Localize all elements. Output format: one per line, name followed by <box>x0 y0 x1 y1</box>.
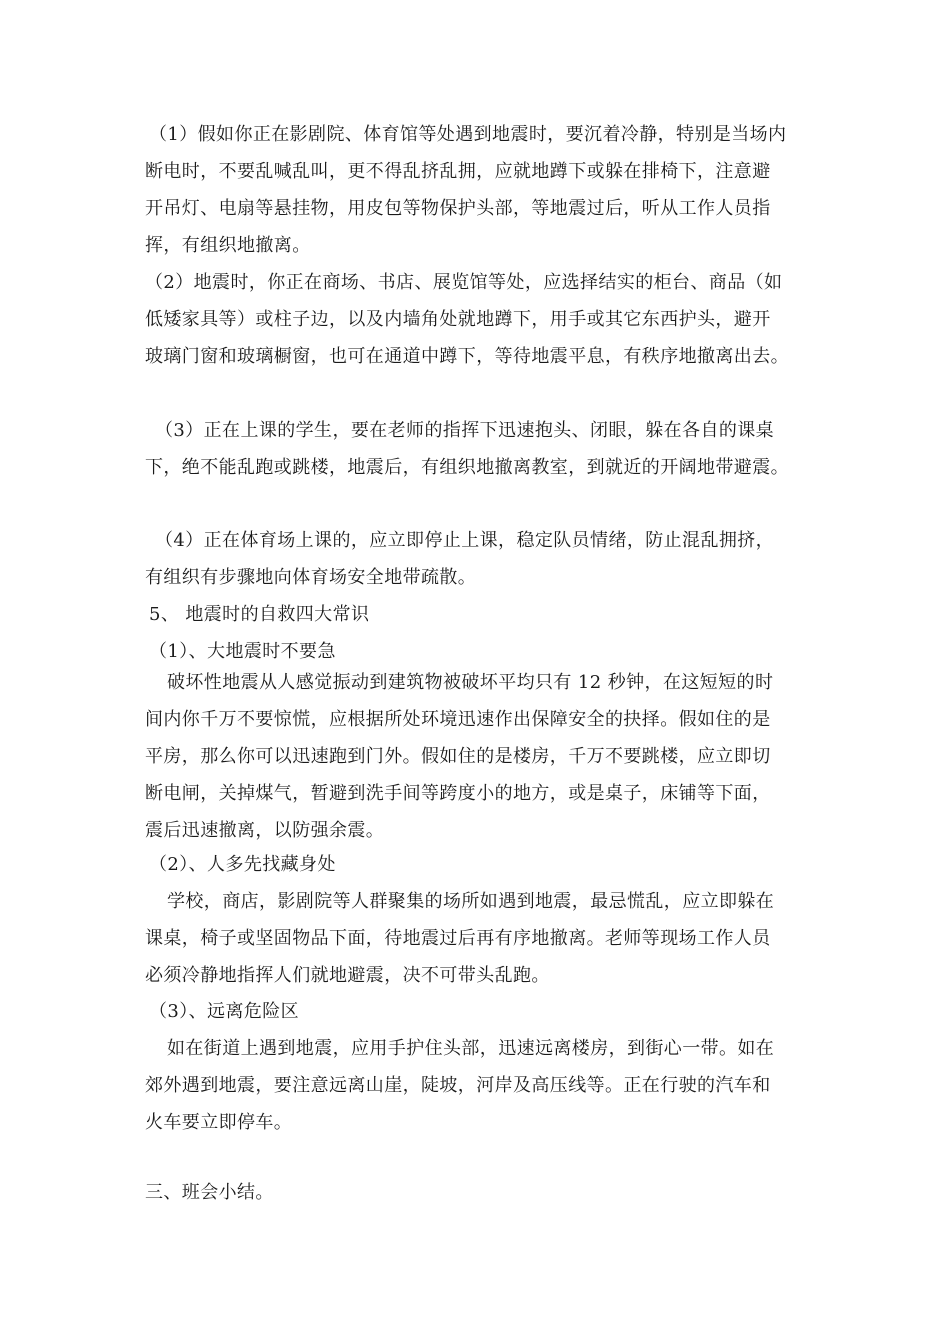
subsection-1-body <box>145 664 815 849</box>
text-line: 破坏性地震从人感觉振动到建筑物被破坏平均只有 12 秒钟，在这短短的时 <box>167 672 774 693</box>
subsection-3 <box>145 993 815 1141</box>
paragraph-3 <box>145 412 815 486</box>
subheading-3: （3）、远离危险区 <box>149 1001 300 1022</box>
text-line: 必须冷静地指挥人们就地避震，决不可带头乱跑。 <box>145 965 550 986</box>
text-line: 断电闸，关掉煤气，暂避到洗手间等跨度小的地方，或是桌子，床铺等下面， <box>145 783 771 804</box>
subheading-2: （2）、人多先找藏身处 <box>149 854 336 875</box>
text-line: （2）地震时，你正在商场、书店、展览馆等处，应选择结实的柜台、商品（如 <box>145 272 783 293</box>
text-line: 学校，商店，影剧院等人群聚集的场所如遇到地震，最忌慌乱，应立即躲在 <box>167 891 775 912</box>
text-line: 震后迅速撤离，以防强余震。 <box>145 820 385 841</box>
text-line: 课桌，椅子或坚固物品下面，待地震过后再有序地撤离。老师等现场工作人员 <box>145 928 771 949</box>
section-5-heading <box>145 596 815 670</box>
section-heading: 三、班会小结。 <box>145 1182 274 1203</box>
text-line: 有组织有步骤地向体育场安全地带疏散。 <box>145 567 477 588</box>
paragraph-2 <box>145 264 815 375</box>
paragraph-4 <box>145 522 815 596</box>
text-line: 平房，那么你可以迅速跑到门外。假如住的是楼房，千万不要跳楼，应立即切 <box>145 746 771 767</box>
text-line: 开吊灯、电扇等悬挂物，用皮包等物保护头部，等地震过后，听从工作人员指 <box>145 198 771 219</box>
text-line: 低矮家具等）或柱子边，以及内墙角处就地蹲下，用手或其它东西护头，避开 <box>145 309 771 330</box>
text-line: 郊外遇到地震，要注意远离山崖，陡坡，河岸及高压线等。正在行驶的汽车和 <box>145 1075 771 1096</box>
text-line: （3）正在上课的学生，要在老师的指挥下迅速抱头、闭眼，躲在各自的课桌 <box>155 420 775 441</box>
subheading-1: （1）、大地震时不要急 <box>149 641 336 662</box>
subsection-2 <box>145 846 815 994</box>
text-line: 火车要立即停车。 <box>145 1112 293 1133</box>
text-line: 玻璃门窗和玻璃橱窗，也可在通道中蹲下，等待地震平息，有秩序地撤离出去。 <box>145 346 789 367</box>
paragraph-1 <box>145 116 815 264</box>
text-line: 如在街道上遇到地震，应用手护住头部，迅速远离楼房，到街心一带。如在 <box>167 1038 775 1059</box>
text-line: 间内你千万不要惊慌，应根据所处环境迅速作出保障安全的抉择。假如住的是 <box>145 709 771 730</box>
text-line: 下，绝不能乱跑或跳楼，地震后，有组织地撤离教室，到就近的开阔地带避震。 <box>145 457 789 478</box>
heading-text: 5、 地震时的自救四大常识 <box>149 604 370 625</box>
text-line: （1）假如你正在影剧院、体育馆等处遇到地震时，要沉着冷静，特别是当场内 <box>149 124 787 145</box>
text-line: 断电时，不要乱喊乱叫，更不得乱挤乱拥，应就地蹲下或躲在排椅下，注意避 <box>145 161 771 182</box>
text-line: （4）正在体育场上课的，应立即停止上课，稳定队员情绪，防止混乱拥挤， <box>155 530 775 551</box>
text-line: 挥，有组织地撤离。 <box>145 235 311 256</box>
section-3-summary <box>145 1174 815 1211</box>
